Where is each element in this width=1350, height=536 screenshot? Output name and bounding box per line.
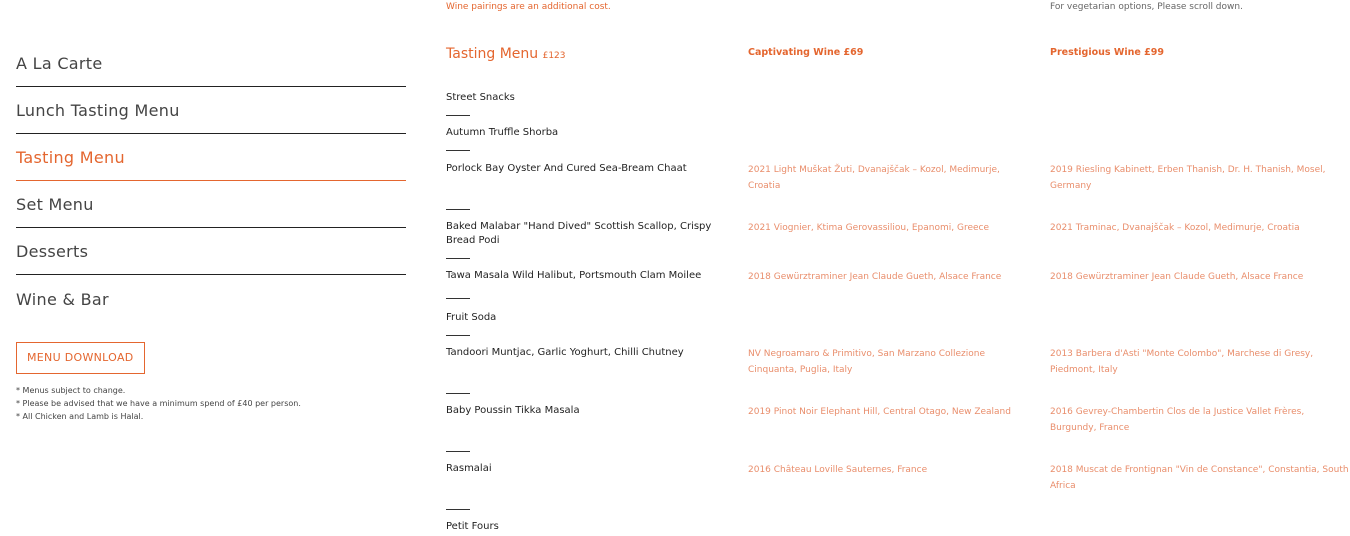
note-item: * Menus subject to change. <box>16 386 126 395</box>
prestigious-pairing-text: 2019 Riesling Kabinett, Erben Thanish, Dr. H. Thanish, Mosel, Germany <box>1050 165 1326 191</box>
prestigious-wine-header: Prestigious Wine £99 <box>1050 47 1164 58</box>
prestigious-pairing <box>1050 346 1340 378</box>
course-divider <box>446 115 470 116</box>
course-divider <box>446 298 470 299</box>
menu-sidebar <box>16 40 406 423</box>
course-divider <box>446 209 470 210</box>
sidebar-item-a-la-carte[interactable]: A La Carte <box>16 40 406 87</box>
prestigious-pairing <box>1050 404 1340 436</box>
sidebar-item-lunch-tasting-menu[interactable]: Lunch Tasting Menu <box>16 87 406 134</box>
prestigious-pairing-text: 2013 Barbera d'Asti "Monte Colombo", Marchese di Gresy, Piedmont, Italy <box>1050 349 1314 375</box>
sidebar-item-set-menu[interactable]: Set Menu <box>16 181 406 228</box>
captivating-pairing: 2021 Viognier, Ktima Gerovassiliou, Epanomi, Greece <box>748 223 990 233</box>
dish-name: Tawa Masala Wild Halibut, Portsmouth Clam Moilee <box>446 270 702 281</box>
captivating-pairing: 2019 Pinot Noir Elephant Hill, Central Otago, New Zealand <box>748 407 1011 417</box>
captivating-wine-header: Captivating Wine £69 <box>748 47 864 58</box>
dish-name: Fruit Soda <box>446 312 497 323</box>
dish-name: Rasmalai <box>446 463 492 474</box>
dish-name: Autumn Truffle Shorba <box>446 127 559 138</box>
course-divider <box>446 150 470 151</box>
vegetarian-note: For vegetarian options, Please scroll down. <box>1050 2 1243 12</box>
captivating-pairing: NV Negroamaro & Primitivo, San Marzano Collezione Cinquanta, Puglia, Italy <box>748 349 985 375</box>
captivating-pairing: 2021 Light Muškat Žuti, Dvanajščak – Kozol, Medimurje, Croatia <box>748 165 1000 191</box>
menu-download-button[interactable]: MENU DOWNLOAD <box>16 342 145 374</box>
course-divider <box>446 258 470 259</box>
dish-name: Street Snacks <box>446 92 515 103</box>
captivating-pairing: 2018 Gewürztraminer Jean Claude Gueth, Alsace France <box>748 272 1002 282</box>
prestigious-pairing-text: 2018 Muscat de Frontignan "Vin de Constance", Constantia, South Africa <box>1050 465 1349 491</box>
prestigious-pairing: 2018 Gewürztraminer Jean Claude Gueth, Alsace France <box>1050 272 1304 282</box>
sidebar-item-tasting-menu[interactable]: Tasting Menu <box>16 134 406 181</box>
dish-name: Baby Poussin Tikka Masala <box>446 405 580 416</box>
course-divider <box>446 393 470 394</box>
tasting-menu-title: Tasting Menu <box>446 46 539 62</box>
dish-name: Porlock Bay Oyster And Cured Sea-Bream Chaat <box>446 163 687 174</box>
prestigious-pairing <box>1050 162 1340 194</box>
dish-name: Baked Malabar "Hand Dived" Scottish Scallop, Crispy Bread Podi <box>446 221 712 246</box>
pairing-cost-note: Wine pairings are an additional cost. <box>446 2 611 12</box>
note-item: * All Chicken and Lamb is Halal. <box>16 412 144 421</box>
course-divider <box>446 451 470 452</box>
sidebar-item-wine-bar[interactable]: Wine & Bar <box>16 289 109 309</box>
course-divider <box>446 509 470 510</box>
tasting-menu-price: £123 <box>542 51 566 61</box>
note-item: * Please be advised that we have a minimum spend of £40 per person. <box>16 399 301 408</box>
prestigious-pairing: 2021 Traminac, Dvanajščak – Kozol, Medimurje, Croatia <box>1050 223 1300 233</box>
tasting-menu-heading <box>446 46 566 62</box>
course-divider <box>446 335 470 336</box>
dish-name: Tandoori Muntjac, Garlic Yoghurt, Chilli Chutney <box>446 347 684 358</box>
sidebar-item-desserts[interactable]: Desserts <box>16 228 406 275</box>
prestigious-pairing-text: 2016 Gevrey-Chambertin Clos de la Justice Vallet Frères, Burgundy, France <box>1050 407 1305 433</box>
prestigious-pairing <box>1050 462 1349 494</box>
captivating-pairing: 2016 Château Loville Sauternes, France <box>748 465 928 475</box>
dish-name: Petit Fours <box>446 521 499 532</box>
menu-notes <box>16 384 406 423</box>
